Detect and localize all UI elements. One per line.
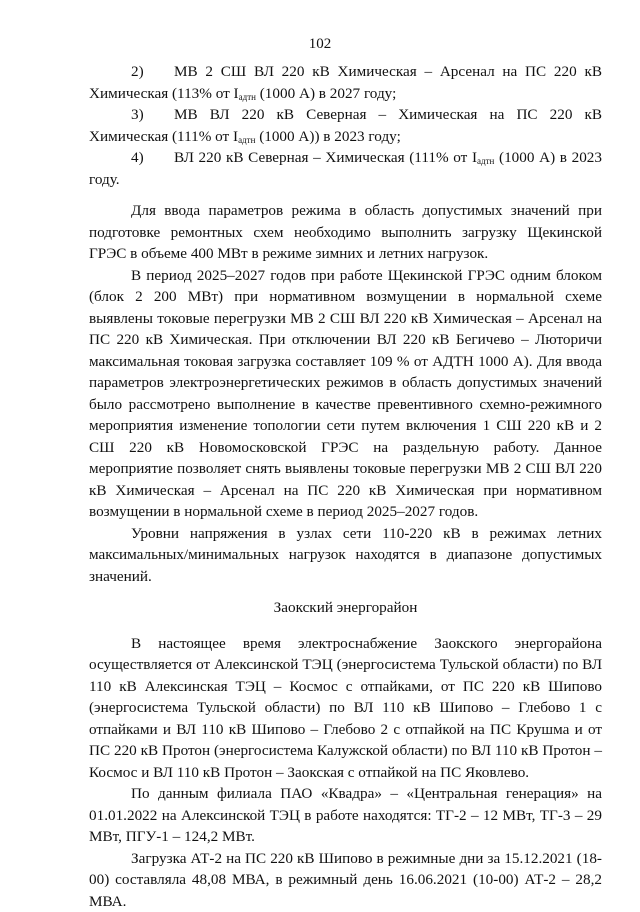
paragraph-voltage-levels: Уровни напряжения в узлах сети 110-220 кВ в режимах летних максимальных/минимальных нагрузок находятся в диапазоне допустимых значений. — [89, 523, 602, 588]
document-body — [89, 61, 602, 912]
list-item-4-text: 4) ВЛ 220 кВ Северная – Химическая (111% от I — [131, 149, 477, 166]
list-item-3-tail: (1000 А)) в 2023 году; — [255, 128, 400, 145]
list-item-3-subscript: адтн — [238, 135, 255, 145]
list-item-3 — [89, 104, 602, 147]
list-item-2-subscript: адтн — [239, 92, 256, 102]
paragraph-period-2025-2027: В период 2025–2027 годов при работе Щекинской ГРЭС одним блоком (блок 2 200 МВт) при нормативном возмущении в нормальной схеме выявлены токовые перегрузки МВ 2 СШ ВЛ 220 кВ Химическая – Арсенал на ПС 220 кВ Химическая. При отключении ВЛ 220 кВ Бегичево – Люторичи максимальная токовая загрузка составляет 109 % от АДТН 1000 А). Для ввода параметров электроэнергетических режимов в область допустимых значений было рассмотрено выполнение в качестве превентивного схемно-режимного мероприятия изменение топологии сети путем включения 1 СШ 220 кВ и 2 СШ 220 кВ Новомосковской ГРЭС на раздельную работу. Данное мероприятие позволяет снять выявлены токовые перегрузки МВ 2 СШ ВЛ 220 кВ Химическая – Арсенал на ПС 220 кВ Химическая при нормативном возмущении в нормальной схеме в период 2025–2027 годов. — [89, 265, 602, 523]
paragraph-at2-load: Загрузка АТ-2 на ПС 220 кВ Шипово в режимные дни за 15.12.2021 (18-00) составляла 48,08 МВА, в режимный день 16.06.2021 (10-00) АТ-2 – 28,2 МВА. — [89, 848, 602, 912]
paragraph-power-supply: В настоящее время электроснабжение Заокского энергорайона осуществляется от Алексинской ТЭЦ (энергосистема Тульской области) по ВЛ 110 кВ Алексинская ТЭЦ – Космос с отпайками, от ПС 220 кВ Шипово (энергосистема Тульской области) по ВЛ 110 кВ Шипово – Глебово 1 с отпайками и ВЛ 110 кВ Шипово – Глебово 2 с отпайкой на ПС Крушма и от ПС 220 кВ Протон (энергосистема Калужской области) по ВЛ 110 кВ Протон – Космос и ВЛ 110 кВ Протон – Заокская с отпайкой на ПС Яковлево. — [89, 633, 602, 784]
list-item-2-tail: (1000 А) в 2027 году; — [256, 85, 396, 102]
list-item-3-text: 3) МВ ВЛ 220 кВ Северная – Химическая на ПС 220 кВ Химическая (111% от I — [89, 106, 602, 145]
section-heading: Заокский энергорайон — [89, 597, 602, 619]
paragraph-input-parameters: Для ввода параметров режима в область допустимых значений при подготовке ремонтных схем необходимо выполнить загрузку Щекинской ГРЭС в объеме 400 МВт в режиме зимних и летних нагрузок. — [89, 200, 602, 265]
list-item-4-subscript: адтн — [477, 156, 494, 166]
list-item-4-tail: (1000 А) в 2023 году. — [89, 149, 602, 188]
paragraph-branch-data: По данным филиала ПАО «Квадра» – «Центральная генерация» на 01.01.2022 на Алексинской ТЭЦ в работе находятся: ТГ-2 – 12 МВт, ТГ-3 – 29 МВт, ПГУ-1 – 124,2 МВт. — [89, 783, 602, 848]
page-number: 102 — [0, 36, 640, 53]
list-item-2 — [89, 61, 602, 104]
list-item-2-text: 2) МВ 2 СШ ВЛ 220 кВ Химическая – Арсенал на ПС 220 кВ Химическая (113% от I — [89, 63, 602, 102]
list-item-4 — [89, 147, 602, 190]
